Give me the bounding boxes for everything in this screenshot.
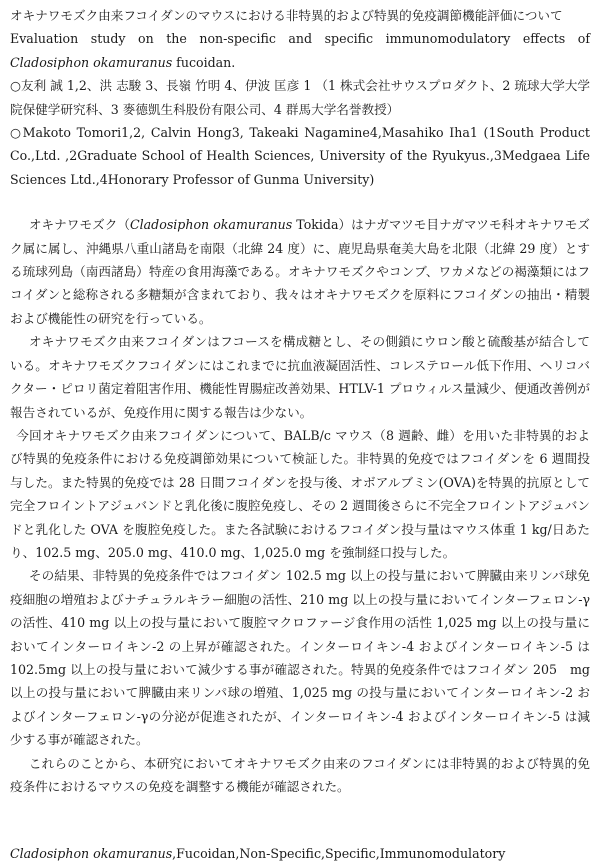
paragraph-5: これらのことから、本研究においてオキナワモズク由来のフコイダンには非特異的および特異的免疫条件におけるマウスの免疫を調整する機能が確認された。 <box>10 755 590 794</box>
paragraph-2: オキナワモズク由来フコイダンはフコースを構成糖とし、その側鎖にウロン酸と硫酸基が結合している。オキナワモズクフコイダンにはこれまでに抗血液凝固活性、コレステロール低下作用、ヘリコバクター・ピロリ菌定着阻害作用、機能性胃腸症改善効果、HTLV-1 プロウィルス量減少、便通改善例が報告されているが、免疫作用に関する報告は少ない。 <box>10 334 590 420</box>
title-ja: オキナワモズク由来フコイダンのマウスにおける非特異的および特異的免疫調節機能評価について <box>10 8 563 23</box>
title-en-prefix: Evaluation study on the non-specific and specific immunomodulatory effects of <box>10 31 590 47</box>
paragraph-1-species: Cladosiphon okamuranus <box>130 217 293 233</box>
title-en-suffix: fucoidan. <box>172 54 236 70</box>
title-en-species: Cladosiphon okamuranus <box>10 54 173 70</box>
authors-en: ○Makoto Tomori1,2, Calvin Hong3, Takeaki Nagamine4,Masahiko Iha1 (1South Product Co.,Ltd. ,2Graduate School of Health Sciences, University of the Ryukyus.,3Medgaea Life Sciences Ltd.,4Honorary Professor of Gunma University) <box>10 125 590 187</box>
paragraph-1-start: オキナワモズク（ <box>28 217 130 233</box>
keywords <box>10 842 590 865</box>
keyword-species: Cladosiphon okamuranus <box>10 846 173 862</box>
title-en <box>10 27 590 74</box>
paragraph-1 <box>10 213 590 330</box>
section-gap <box>10 191 590 213</box>
paragraph-1-rest: Tokida）はナガマツモ目ナガマツモ科オキナワモズク属に属し、沖縄県八重山諸島を南限（北緯 24 度）に、鹿児島県奄美大島を北限（北緯 29 度）とする琉球列島（南西諸島）特産の食用海藻である。オキナワモズクやコンブ、ワカメなどの褐藻類にはフコイダンと総称される多糖類が含まれており、我々はオキナワモズクを原料にフコイダンの抽出・精製および機能性の研究を行っている。 <box>10 217 590 326</box>
keywords-gap <box>10 798 590 842</box>
paragraph-4: その結果、非特異的免疫条件ではフコイダン 102.5 mg 以上の投与量において脾臓由来リンパ球免疫細胞の増殖およびナチュラルキラー細胞の活性、210 mg 以上の投与量においてインターフェロン-γの活性、410 mg 以上の投与量において腹腔マクロファージ食作用の活性 1,025 mg 以上の投与量においてインターロイキン-2 の上昇が確認された。インターロイキン-4 およびインターロイキン-5 は 102.5mg 以上の投与量において減少する事が確認された。特異的免疫条件ではフコイダン 205 mg 以上の投与量において脾臓由来リンパ球の増殖、1,025 mg の投与量においてインターロイキン-2 およびインターフェロン-γの分泌が促進されたが、インターロイキン-4 およびインターロイキン-5 は減少する事が確認された。 <box>10 568 590 748</box>
paragraph-3: 今回オキナワモズク由来フコイダンについて、BALB/c マウス（8 週齢、雌）を用いた非特異的および特異的免疫条件における免疫調節効果について検証した。非特異的免疫ではフコイダンを 6 週間投与した。また特異的免疫では 28 日間フコイダンを投与後、オボアルブミン(OVA)を特異的抗原として完全フロイントアジュバンドと乳化後に腹腔免疫し、その 2 週間後さらに不完全フロイントアジュバンドと乳化した OVA を腹腔免疫した。また各試験におけるフコイダン投与量はマウス体重 1 kg/日あたり、102.5 mg、205.0 mg、410.0 mg、1,025.0 mg を強制経口投与した。 <box>10 427 590 560</box>
authors-ja: ○友利 誠 1,2、洪 志駿 3、長嶺 竹明 4、伊波 匡彦 1 （1 株式会社サウスプロダクト、2 琉球大学大学院保健学研究科、3 麥德凱生科股份有限公司、4 群馬大学名誉教授） <box>10 78 590 117</box>
keyword-list: ,Fucoidan,Non-Specific,Specific,Immunomodulatory <box>172 846 506 862</box>
